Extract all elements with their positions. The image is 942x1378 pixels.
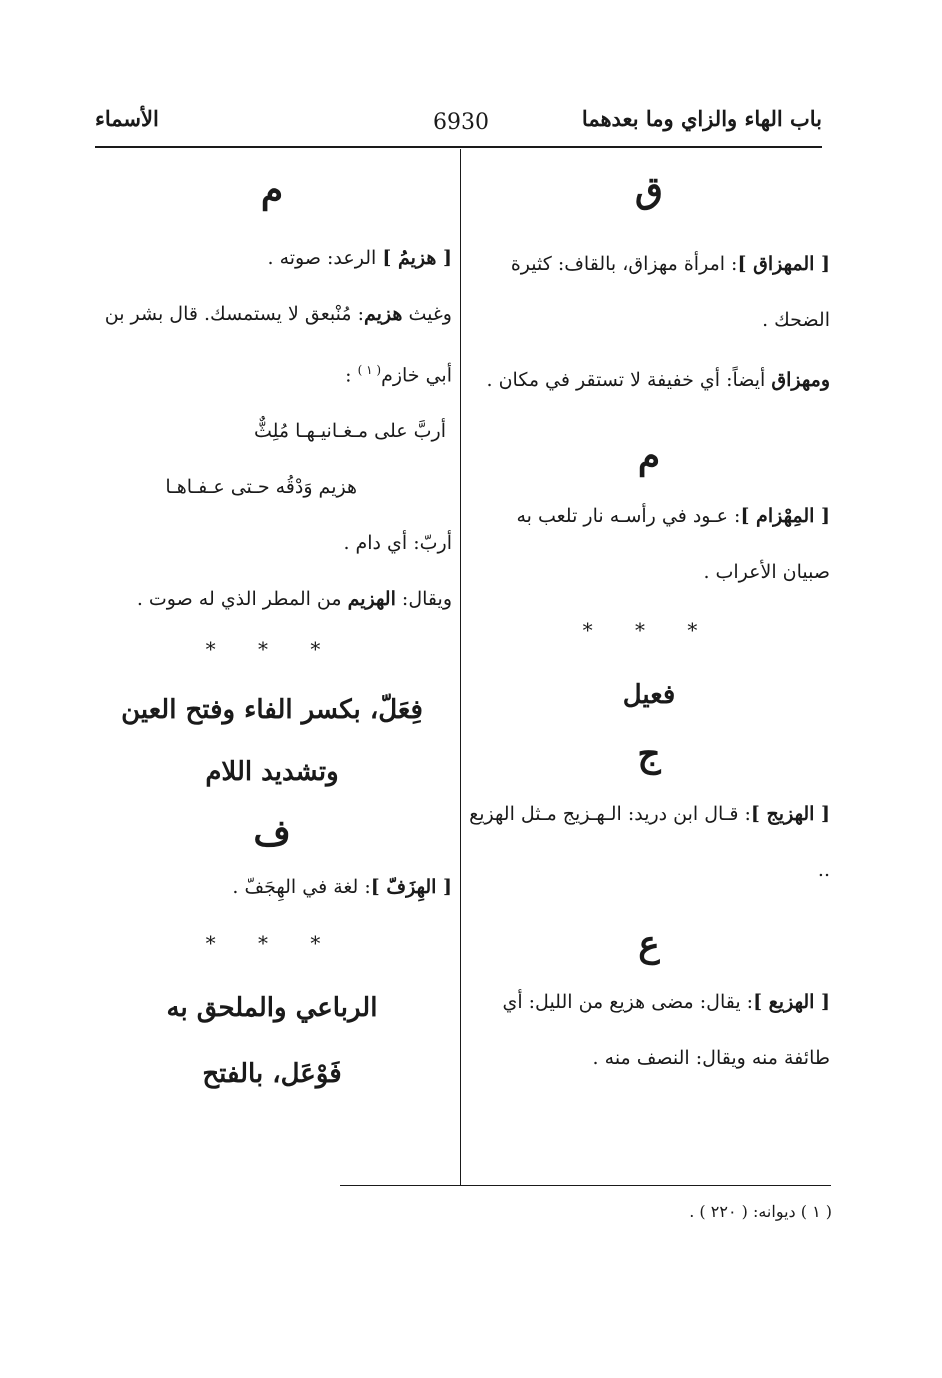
pattern-heading-fiall: فِعَلّ، بكسر الفاء وفتح العين <box>121 695 423 726</box>
entry-definition: : امرأة مهزاق، بالقاف: كثيرة الضحك . <box>510 253 830 331</box>
section-separator: * * * <box>205 931 339 956</box>
entry-prefix: وغيث <box>408 303 452 325</box>
entry-definition: : عـود في رأسـه نار تلعب به صبيان الأعراب . <box>516 505 830 583</box>
entry-headword: [ الهِزَفّ ] <box>370 876 452 899</box>
entry-ghayth-haziim <box>92 286 452 403</box>
left-column <box>92 169 452 1090</box>
entry-definition: : مُنْبعق لا يستمسك. قال بشر بن أبي خازم <box>104 303 452 387</box>
pattern-heading-fiall-cont: وتشديد اللام <box>205 757 339 788</box>
entry-haziia <box>468 974 830 1086</box>
section-separator: * * * <box>582 618 716 642</box>
entry-prefix: ويقال: <box>401 588 452 611</box>
entry-headword: [ هزيمُ ] <box>382 247 452 269</box>
entry-arabba: أربّ: أي دام . <box>343 532 452 555</box>
entry-haziij <box>468 786 830 898</box>
pattern-heading-fail: فعيل <box>622 680 676 710</box>
entry-mihzaq <box>468 236 830 348</box>
entry-definition: أيضاً: أي خفيفة لا تستقر في مكان . <box>486 369 766 391</box>
entry-haziim <box>92 230 452 286</box>
entry-headword: ومهزاق <box>771 369 830 391</box>
entry-headword: الهزيم <box>347 588 396 611</box>
entry-definition: : قـال ابن دريد: الـهـزيج مـثل الهزيع .. <box>469 803 830 881</box>
letter-heading-jim: ج <box>637 733 661 775</box>
entry-headword: [ المِهْزام ] <box>740 505 830 527</box>
entry-definition: من المطر الذي له صوت . <box>136 588 342 611</box>
poem-hemistich-1: أربَّ على مـغـانيـهـا مُلِثٌّ <box>253 420 446 443</box>
entry-hizaff <box>92 859 452 915</box>
footnote-reference: ( ١ ) <box>357 363 382 377</box>
section-separator: * * * <box>205 637 339 662</box>
entry-mihzam <box>468 488 830 600</box>
letter-heading-qaf: ق <box>635 169 663 211</box>
poem-hemistich-2: هزيم وَدْقُه حـتى عـفـاهـا <box>165 476 357 499</box>
letter-heading-ain: ع <box>638 923 660 965</box>
section-heading-rubai: الرباعي والملحق به <box>166 993 378 1024</box>
entry-definition: : لغة في الهِجَفّ . <box>232 876 371 899</box>
letter-heading-mim: م <box>260 169 284 211</box>
entry-definition: الرعد: صوته . <box>267 247 377 269</box>
right-column <box>468 169 830 1086</box>
entry-headword: [ المهزاق ] <box>737 253 830 275</box>
pattern-heading-fawal: فَوْعَل، بالفتح <box>202 1059 342 1090</box>
entry-headword: [ الهزيع ] <box>753 991 830 1013</box>
running-title: باب الهاء والزاي وما بعدهما <box>581 106 822 131</box>
entry-headword: هزيم <box>364 303 403 325</box>
letter-heading-mim: م <box>637 435 661 477</box>
entry-mihzaq-2 <box>468 352 830 408</box>
column-divider <box>460 149 461 1185</box>
entry-definition: : يقال: مضى هزيع من الليل: أي طائفة منه ويقال: النصف منه . <box>502 991 830 1069</box>
letter-heading-fa: ف <box>253 812 291 855</box>
footnote-rule <box>340 1185 831 1186</box>
entry-haziim-rain <box>92 571 452 627</box>
page-number: 6930 <box>433 110 489 135</box>
footnote: ( ١ ) ديوانه: ( ٢٢٠ ) . <box>689 1202 832 1221</box>
entry-headword: [ الهزيج ] <box>750 803 830 825</box>
colon: : <box>345 364 358 387</box>
section-title: الأسماء <box>95 106 159 131</box>
header-rule <box>95 146 822 148</box>
